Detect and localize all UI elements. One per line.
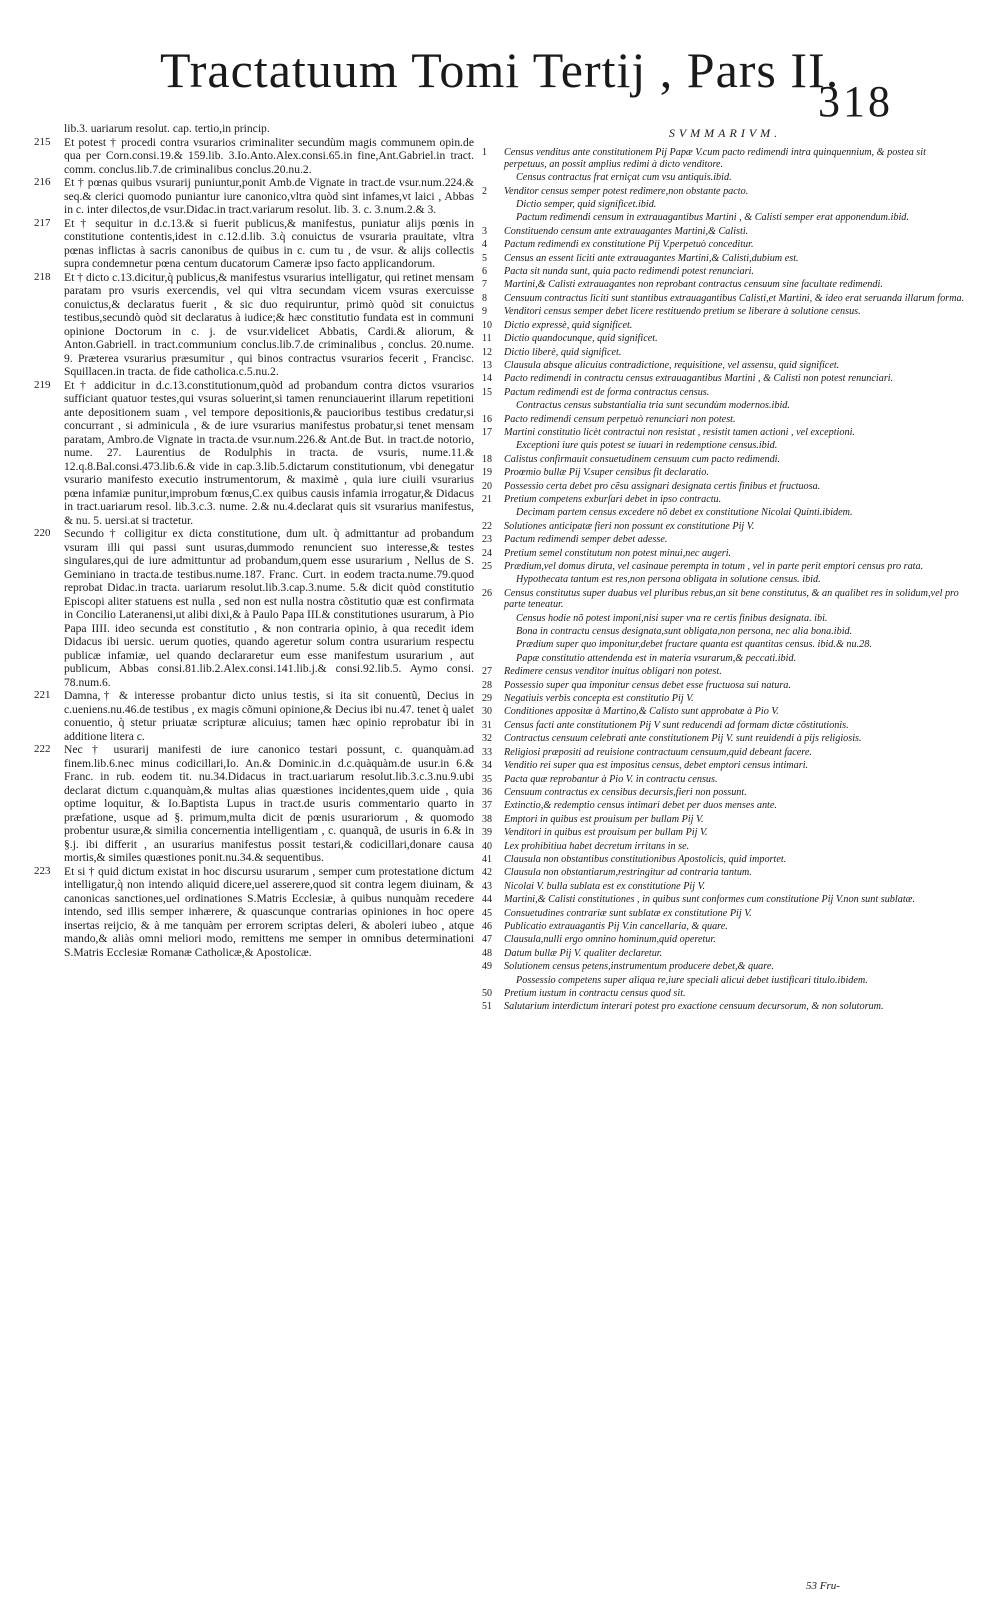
summary-entry-text: Pactum redimendi est de forma contractus census. — [504, 386, 710, 398]
summary-entry-number: 26 — [482, 587, 492, 599]
summary-entry — [482, 548, 968, 559]
summary-entry-number: 40 — [482, 840, 492, 852]
summary-entry-text: Martini,& Calisti extrauagantes non reprobant contractus censuum sine facultate redimendi. — [504, 279, 883, 291]
summary-entry — [482, 975, 968, 986]
paragraph-number: 215 — [34, 135, 51, 148]
summary-entry-text: Pretium iustum in contractu census quod sit. — [504, 988, 686, 999]
paragraph — [34, 136, 474, 177]
summary-entry — [482, 360, 968, 371]
summary-entry — [482, 881, 968, 892]
summary-entry — [482, 666, 968, 677]
paragraph — [34, 689, 474, 743]
summary-entry — [482, 653, 968, 664]
summary-entry-text: Census facti ante constitutionem Pij V sunt reducendi ad formam dictæ cõstitutionis. — [504, 719, 849, 731]
summary-entry — [482, 908, 968, 919]
summary-entry — [482, 827, 968, 838]
summary-entry — [482, 588, 968, 611]
summary-entry — [482, 921, 968, 932]
summary-entry-number: 38 — [482, 813, 492, 825]
summary-entry-text: Venditori in quibus est prouisum per bullam Pij V. — [504, 827, 708, 839]
summary-entry — [482, 774, 968, 785]
summary-entry — [482, 693, 968, 704]
paragraph-number: 219 — [34, 378, 51, 391]
summary-entry-text: Pacto redimendi censum perpetuò renunciari non potest. — [504, 413, 736, 425]
summary-entry-number: 41 — [482, 853, 492, 865]
summary-entry-number: 19 — [482, 467, 492, 479]
summary-entry — [482, 186, 968, 197]
summary-entry — [482, 961, 968, 972]
summary-entry — [482, 988, 968, 999]
summary-list — [482, 147, 968, 1012]
summary-entry-number: 51 — [482, 1001, 492, 1013]
paragraph-number: 221 — [34, 689, 51, 701]
summary-entry — [482, 574, 968, 585]
summary-heading: SVMMARIVM. — [668, 128, 782, 140]
summary-entry-number: 28 — [482, 679, 492, 691]
summary-entry — [482, 800, 968, 811]
summary-entry — [482, 494, 968, 505]
summary-entry-text: Religiosi præpositi ad reuisione contractuum censuum,quid debeant facere. — [504, 746, 812, 758]
summary-entry-text: Dictio liberè, quid significet. — [504, 346, 622, 358]
summary-entry-number: 12 — [482, 346, 492, 358]
summary-entry-text: Contractus census substantialia tria sunt secundùm modernos.ibid. — [516, 400, 790, 412]
summary-entry-text: Emptori in quibus est prouisum per bullam Pij V. — [504, 813, 704, 825]
summary-entry — [482, 854, 968, 865]
summary-entry-text: Clausula absque alicuius contradictione, requisitione, vel assensu, quid significet. — [504, 359, 840, 371]
summary-entry-text: Venditor census semper potest redimere,non obstante pacto. — [504, 185, 749, 197]
summary-entry-text: Constituendo censum ante extrauagantes Martini,& Calisti. — [504, 225, 749, 237]
summary-entry — [482, 639, 968, 650]
summary-entry-number: 27 — [482, 666, 492, 678]
summary-entry — [482, 400, 968, 411]
summary-entry-number: 14 — [482, 373, 492, 385]
summary-entry-number: 10 — [482, 319, 492, 331]
summary-entry-number: 43 — [482, 880, 492, 892]
summary-entry-text: Bona in contractu census designata,sunt obligata,non persona, nec alia bona.ibid. — [516, 626, 853, 638]
summary-entry-number: 32 — [482, 733, 492, 745]
summary-entry-number: 35 — [482, 773, 492, 785]
summary-entry — [482, 747, 968, 758]
summary-entry-text: Census an essent liciti ante extrauagantes Martini,& Calisti,dubium est. — [504, 252, 799, 264]
summary-entry-text: Pacta sit nunda sunt, quia pacto redimendi potest renunciari. — [504, 266, 754, 278]
summary-entry-number: 45 — [482, 907, 492, 919]
summary-entry-number: 30 — [482, 706, 492, 718]
summary-entry — [482, 212, 968, 223]
summary-entry — [482, 440, 968, 451]
running-title: Tractatuum Tomi Tertij , Pars II. — [160, 42, 840, 98]
paragraph — [34, 743, 474, 865]
summary-entry — [482, 266, 968, 277]
summary-entry-number: 34 — [482, 760, 492, 772]
summary-entry — [482, 226, 968, 237]
paragraph-text: Et † dicto c.13.dicitur,q̀ publicus,& manifestus vsurarius intelligatur, qui retinet mensam paratam pro vsuris exercendis, vel qui vltra secundam vicem vsuras exercuisse conuictus,& declaratus fuerit , & sic duo requiruntur, primò quòd sit conuictus testibus,secundò quòd sit declaratus à iudice;& hæc constitutio fundata est in communi opinione Doctorum in c. j. de vsur.videlicet Abbatis, Cardi.& aliorum, & Anton.Gabriell. in tract.communium conclus.lib.7.de criminalibus , conclus. 20.nume. 9. Præterea vsurarius præsumitur , qui binos contractus vsurarios fecerit , Francisc. Squillacen.in tracta. de fide catholica.c.5.nu.2. — [64, 270, 474, 378]
paragraph-text: lib.3. uariarum resolut. cap. tertio,in princip. — [64, 122, 270, 135]
paragraph-text: Et † addicitur in d.c.13.constitutionum,quòd ad probandum contra dictos vsurarios sufficiant quatuor testes,qui vsuras soluerint,si tamen renunciauerint illarum repetitioni ante depositionem suam , vel tempore depositionis,& paucioribus testibus credatur,si concurrant , si adminicula , & de iure vsurarius manifestus probatur,si tenet mensam paratam, Ambro.de Vignate in tracta.de vsur.num.226.& Ant.de But. in tract.de notorio, nume. 27. Laurentius de Rodulphis in tracta. de vsuris, nume.11.& 12.q.8.Bal.consi.473.lib.6.& vide in cap.3.lib.5.dictarum constitutionum, vbi denegatur vsurario manifesto executio instrumentorum, & maximè , quia iure ciuili vsurarius pœna infamiæ punitur,improbum fœnus,C.ex quibus causis infamia irrogatur,& Didacus in tract.uariarum resol. lib.3.c.3. nume. 2.& nu.4.declarat quis sit vsurarius manifestus, & nu. 5. uersi.at si tractetur. — [64, 378, 474, 527]
summary-entry — [482, 867, 968, 878]
summary-entry-number: 17 — [482, 426, 492, 438]
summary-entry — [482, 733, 968, 744]
summary-entry-text: Census contractus frat erniçat cum vsu antiquis.ibid. — [516, 172, 732, 184]
summary-entry — [482, 427, 968, 438]
summary-entry — [482, 948, 968, 959]
summary-entry — [482, 454, 968, 465]
summary-entry-number: 15 — [482, 386, 492, 398]
summary-entry-text: Publicatio extrauagantis Pij V.in cancellaria, & quare. — [504, 920, 728, 932]
summary-entry-text: Decimam partem census excedere nõ debet ex constitutione Nicolai Quinti.ibidem. — [516, 507, 853, 519]
paragraph-number: 216 — [34, 176, 51, 188]
summary-entry-text: Censuum contractus liciti sunt stantibus extrauagantibus Calisti,et Martini, & ideo erat seruanda illarum forma. — [504, 292, 965, 304]
summary-entry-number: 20 — [482, 480, 492, 492]
summary-entry — [482, 521, 968, 532]
summary-entry-text: Proœmio bullæ Pij V.super censibus fit declaratio. — [504, 467, 709, 479]
summary-entry-text: Prædium super quo imponitur,debet fructare quanta est quantitas census. ibid.& nu.28. — [516, 639, 872, 651]
summary-entry-text: Census constitutus super duabus vel pluribus rebus,an sit bene constitutus, & an qualibet res in solidum,vel pro parte teneatur. — [504, 587, 959, 611]
summary-entry-number: 44 — [482, 894, 492, 906]
summary-entry-number: 36 — [482, 786, 492, 798]
summary-entry-number: 49 — [482, 961, 492, 973]
summary-entry — [482, 814, 968, 825]
paragraph-number: 218 — [34, 270, 51, 283]
summary-entry-number: 5 — [482, 252, 487, 264]
summary-entry — [482, 706, 968, 717]
summary-entry — [482, 467, 968, 478]
summary-entry-number: 2 — [482, 185, 487, 197]
summary-entry-text: Nicolai V. bulla sublata est ex constitutione Pij V. — [504, 880, 706, 892]
summary-entry-text: Censuum contractus ex censibus decursis,fieri non possunt. — [504, 786, 747, 798]
summary-entry-text: Extinctio,& redemptio census intimari debet per duos menses ante. — [504, 800, 777, 812]
summary-entry-number: 21 — [482, 493, 492, 505]
summary-entry — [482, 414, 968, 425]
summary-entry — [482, 720, 968, 731]
summary-entry-text: Venditori census semper debet licere restituendo pretium se liberare à solutione census. — [504, 306, 861, 318]
summary-entry-number: 3 — [482, 225, 487, 237]
paragraph-text: Secundo † colligitur ex dicta constitutione, dum ult. q̀ admittantur ad probandum vsuram illi qui passi sunt usuras,dummodo renuncient suo interesse,& testes singulares,qui de iure admittuntur ad probandum,quem esse usurarium , Nellus de S. Geminiano in tracta.de testibus.nume.187. Franc. Curt. in eodem tracta.nume.79.quod reprobat Didac.in tracta. uariarum resolut.lib.3.cap.3.nume. 5.& dicit quòd constitutio Episcopi aliter statuens est nulla , sed non est nulla nostra cõstitutio quæ est confirmata in Concilio Lateranensi,ut alibi dixi,& à Paulo Papa III.& constitutiones usurarum, à Pio Papa IIII. ideo secunda est constitutio , & non contraria opinio, à qua recedit idem Didacus ibi uersic. uerum quoties, quando ageretur solum contra usurarium respectu publicæ infamiæ, uel quando declararetur eum esse manifestum usurarium , aut publicum, Abbas consi.81.lib.2.Alex.consi.141.lib.j.& consi.92.lib.5. Aymo consi. 78.num.6. — [64, 527, 474, 689]
summary-entry-text: Martini constitutio licèt contractui non resistat , resistit tamen actioni , vel exceptioni. — [504, 426, 855, 438]
summary-entry-text: Possessio super qua imponitur census debet esse fructuosa sui natura. — [504, 679, 791, 691]
summary-entry-number: 11 — [482, 333, 492, 345]
summary-entry-text: Clausula non obstantiarum,restringitur ad contraria tantum. — [504, 867, 752, 879]
summary-entry-text: Census venditus ante constitutionem Pij Papæ V.cum pacto redimendi intra quinquennium, & postea sit perpetuus, an possit amplius redimi à dicto venditore. — [504, 147, 926, 170]
summary-entry-number: 25 — [482, 561, 492, 572]
paragraph-text: Et si † quid dictum existat in hoc discursu usurarum , semper cum protestatione dictum intelligatur,q̀ non intendo aliquid dicere,uel asserere,quod sit contra legem diuinam, & canonicas sanctiones,uel ordinationes S.Matris Ecclesiæ, à quibus nunquàm recedere intendo, sed illis semper inhærere, & quascunque contrarias opiniones in hoc opere insertas reijcio, & à me tanquàm per errorem scriptas deleri, & aboleri iubeo , atque mando,& aliàs omni meliori modo, remittens me semper in omnibus determinationi S.Matris Ecclesiæ Romanæ Catholicæ,& Apostolicæ. — [64, 864, 474, 959]
summary-entry — [482, 894, 968, 905]
summary-entry — [482, 507, 968, 518]
summary-entry-text: Solutiones anticipatæ fieri non possunt ex constitutione Pij V. — [504, 520, 755, 532]
summary-entry-text: Salutarium interdictum interari potest pro exactione censuum decursorum, & non solutorum. — [504, 1001, 884, 1013]
summary-entry-text: Negatiuis verbis concepta est constitutio Pij V. — [504, 693, 694, 705]
paragraph-number: 222 — [34, 743, 51, 755]
summary-entry-number: 23 — [482, 534, 492, 546]
summary-entry-text: Dictio quandocunque, quid significet. — [504, 333, 658, 345]
summary-entry-text: Pacta quæ reprobantur à Pio V. in contractu census. — [504, 773, 718, 785]
main-text-column — [34, 122, 474, 1522]
summary-entry — [482, 561, 968, 572]
summary-entry-number: 9 — [482, 306, 487, 318]
summary-entry-text: Papæ constitutio attendenda est in materia vsurarum,& peccati.ibid. — [516, 652, 797, 664]
summary-entry — [482, 760, 968, 771]
paragraph-number: 223 — [34, 864, 51, 877]
summary-entry-text: Venditio rei super qua est impositus census, debet emptori census intimari. — [504, 760, 809, 772]
summary-entry-number: 16 — [482, 413, 492, 425]
summary-entry-number: 22 — [482, 520, 492, 532]
summary-entry-text: Contractus censuum celebrati ante constitutionem Pij V. sunt reuidendi à pijs religiosis. — [504, 733, 862, 745]
summary-entry — [482, 172, 968, 183]
summary-entry-number: 4 — [482, 239, 487, 251]
paragraph-number: 220 — [34, 527, 51, 539]
summary-entry-text: Hypothecata tantum est res,non persona obligata in solutione census. ibid. — [516, 574, 821, 586]
summary-entry-text: Pactum redimendi censum in extrauagantibus Martini , & Calisti semper erat apponendum.ibid. — [516, 212, 909, 224]
summary-entry-text: Dictio expressè, quid significet. — [504, 319, 633, 331]
summary-entry — [482, 347, 968, 358]
summary-entry — [482, 387, 968, 398]
summary-entry-text: Dictio semper, quid significet.ibid. — [516, 199, 657, 211]
summary-entry — [482, 626, 968, 637]
summary-entry-text: Pretium semel constitutum non potest minui,nec augeri. — [504, 547, 732, 559]
summary-entry — [482, 373, 968, 384]
summary-entry-text: Exceptioni iure quis potest se iuuari in redemptione census.ibid. — [516, 440, 778, 452]
paragraph — [34, 217, 474, 271]
summary-entry — [482, 306, 968, 317]
summary-entry-number: 50 — [482, 988, 492, 999]
summary-entry — [482, 934, 968, 945]
summary-entry-text: Possessio competens super aliqua re,iure speciali alicui debet iustificari titulo.ibidem. — [516, 974, 868, 986]
summary-entry-text: Pacto redimendi in contractu census extrauagantibus Martini , & Calisti non potest renunciari. — [504, 373, 894, 385]
catchword: 53 Fru- — [806, 1580, 840, 1592]
summary-entry-number: 37 — [482, 800, 492, 812]
summary-entry — [482, 680, 968, 691]
summary-entry-number: 39 — [482, 827, 492, 839]
summary-entry-text: Clausula,nulli ergo omnino hominum,quid operetur. — [504, 934, 716, 946]
summary-column — [482, 128, 968, 1548]
summary-entry-text: Consuetudines contrariæ sunt sublatæ ex constitutione Pij V. — [504, 907, 752, 919]
paragraph-text: Nec † usurarij manifesti de iure canonico testari possunt, c. quanquàm.ad finem.lib.6.nec minus codicillari,Io. An.& Dominic.in d.c.quàquàm.de usur.in 6.& Franc. in rub. eodem tit. nu.34.Didacus in tract.uariarum resolut.lib.3.c.3.nu.9.ubi declarat dictum c.quanquàm,& multas alias quæstiones incidentes,quem uide , quia optime loquitur, & Io.Baptista Lupus in tract.de usuris commentario quarto in præfatione, usque ad §. primum,multa dicit de pœnis usurariorum , & quomodo probentur usuræ,& similia concernentia intelligentiam , c. quanquã, de usuris in 6.& in §.j. ibi differit , an usurarius manifestus possit testari,& codicillari,donare causa mortis,& similes quæstiones ponit.nu.34.& sequentibus. — [64, 743, 474, 864]
summary-entry-text: Datum bullæ Pij V. qualiter declaretur. — [504, 947, 663, 959]
summary-entry-text: Solutionem census petens,instrumentum producere debet,& quare. — [504, 961, 774, 973]
summary-entry-text: Conditiones appositæ à Martino,& Calisto sunt approbatæ à Pio V. — [504, 706, 779, 718]
summary-entry-number: 46 — [482, 920, 492, 932]
summary-entry-text: Redimere census venditor inuitus obligari non potest. — [504, 666, 722, 678]
summary-entry-number: 13 — [482, 359, 492, 371]
summary-entry-number: 18 — [482, 453, 492, 465]
summary-entry-text: Calistus confirmauit consuetudinem censuum cum pacto redimendi. — [504, 453, 781, 465]
paragraph — [34, 176, 474, 217]
summary-entry — [482, 333, 968, 344]
summary-entry-text: Possessio certa debet pro cẽsu assignari designata certis finibus et fructuosa. — [504, 480, 821, 492]
summary-entry — [482, 239, 968, 250]
folio-number: 318 — [818, 77, 893, 126]
summary-entry-number: 42 — [482, 867, 492, 879]
paragraph — [34, 379, 474, 528]
summary-entry — [482, 199, 968, 210]
summary-entry — [482, 613, 968, 624]
summary-entry-number: 6 — [482, 266, 487, 278]
paragraph-text: Damna,† & interesse probantur dicto unius testis, si ita sit conuentũ, Decius in c.ueniens.nu.46.de testibus , ex magis cõmuni opinione,& Decius ibi nu.47. tenet q̀ ualet conuentio, q̀ stetur priuatæ scripturæ alicuius; tamen hæc opinio reprobatur ibi in additione litera c. — [64, 689, 474, 743]
paragraph — [34, 122, 474, 136]
summary-entry-number: 8 — [482, 292, 487, 304]
paragraph-text: Et potest † procedi contra vsurarios criminaliter secundùm magis communem opin.de qua per Corn.consi.19.& 159.lib. 3.Io.Anto.Alex.consi.65.in fine,Ant.Gabriel.in tract. comm. conclus.lib.7.de criminalibus conclus.20.nu.2. — [64, 135, 474, 176]
summary-entry-text: Census hodie nõ potest imponi,nisi super vna re certis finibus designata. ibi. — [516, 612, 828, 624]
paragraph — [34, 271, 474, 379]
summary-entry-number: 29 — [482, 693, 492, 705]
summary-entry — [482, 293, 968, 304]
summary-entry-number: 31 — [482, 719, 492, 731]
paragraph — [34, 865, 474, 960]
paragraph — [34, 527, 474, 689]
summary-entry — [482, 1001, 968, 1012]
summary-entry — [482, 481, 968, 492]
summary-entry — [482, 841, 968, 852]
summary-entry-text: Prædium,vel domus diruta, vel casinaue perempta in totum , vel in parte perit emptori census pro rata. — [504, 561, 924, 572]
summary-entry — [482, 534, 968, 545]
paragraph-text: Et † sequitur in d.c.13.& si fuerit publicus,& manifestus, puniatur alijs pœnis in constitutione contentis,idest in c.12.d.lib. 3.q̀ conuictus de vsuraria prauitate, vltra pœnas inflictas à sacris canonibus de quibus in c. cum tu , de vsur. & alijs collectis supra condemnetur pœna centum ducatorum Cameræ ipso facto applicandorum. — [64, 216, 474, 270]
summary-entry — [482, 787, 968, 798]
summary-entry — [482, 147, 968, 170]
summary-entry — [482, 320, 968, 331]
paragraph-number: 217 — [34, 216, 51, 229]
summary-entry-number: 1 — [482, 147, 487, 159]
summary-entry-text: Lex prohibitiua habet decretum irritans in se. — [504, 840, 690, 852]
summary-entry — [482, 279, 968, 290]
paragraph-text: Et † pœnas quibus vsurarij puniuntur,ponit Amb.de Vignate in tract.de vsur.num.224.& seq.& clerici quomodo puniantur iure canonico,vltra quòd sint infames,vt laici , Abbas in c. inter dilectos,de vsur.Didac.in tract.variarum resolut. lib. 3. c. 3.num.2.& 3. — [64, 176, 474, 216]
summary-entry-number: 48 — [482, 947, 492, 959]
summary-entry-text: Clausula non obstantibus constitutionibus Apostolicis, quid importet. — [504, 853, 787, 865]
summary-entry-text: Pactum redimendi semper debet adesse. — [504, 534, 668, 546]
summary-entry-text: Martini,& Calisti constitutiones , in quibus sunt conformes cum constitutione Pij V.non sunt sublatæ. — [504, 894, 915, 906]
summary-entry-text: Pactum redimendi ex constitutione Pij V.perpetuò conceditur. — [504, 239, 754, 251]
summary-entry-number: 7 — [482, 279, 487, 291]
summary-entry-number: 24 — [482, 547, 492, 559]
summary-entry-number: 33 — [482, 746, 492, 758]
summary-entry-number: 47 — [482, 934, 492, 946]
summary-entry-text: Pretium competens exburſari debet in ipso contractu. — [504, 493, 722, 505]
summary-entry — [482, 253, 968, 264]
